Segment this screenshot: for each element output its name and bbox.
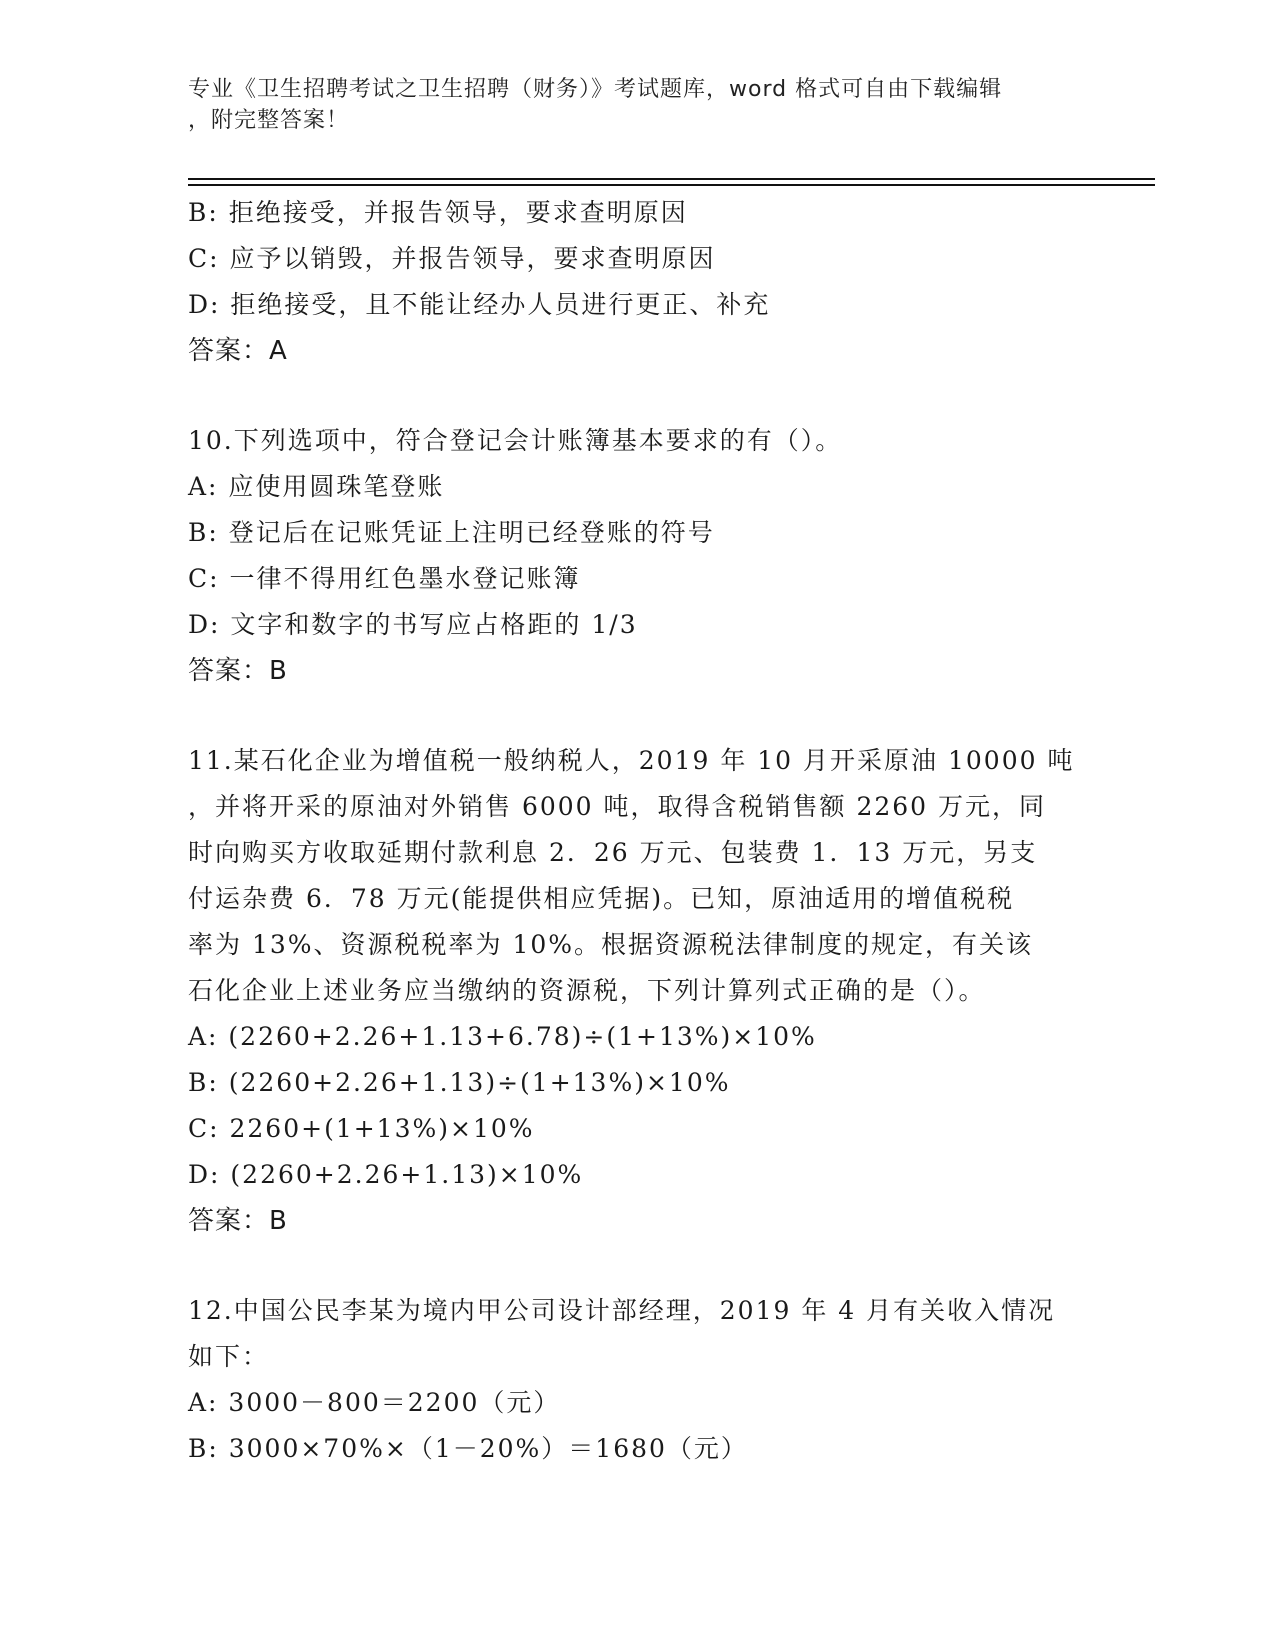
question-12 [188,1288,1088,1472]
question-stem-line: 11.某石化企业为增值税一般纳税人，2019 年 10 月开采原油 10000 吨 [188,746,1075,775]
option-b: B: 拒绝接受，并报告领导，要求查明原因 [188,198,688,227]
question-stem-line: ，并将开采的原油对外销售 6000 吨，取得含税销售额 2260 万元，同 [188,792,1047,821]
answer: 答案：B [188,1206,288,1236]
answer: 答案：B [188,656,288,686]
option-a: A: 3000－800＝2200（元） [188,1388,561,1417]
question-stem-line: 12.中国公民李某为境内甲公司设计部经理，2019 年 4 月有关收入情况 [188,1296,1056,1325]
question-9 [188,190,1088,374]
question-stem-line: 石化企业上述业务应当缴纳的资源税，下列计算列式正确的是（）。 [188,976,986,1005]
question-11 [188,738,1088,1244]
spacer [188,694,1088,738]
option-d: D: 拒绝接受，且不能让经办人员进行更正、补充 [188,290,771,319]
question-stem: 10.下列选项中，符合登记会计账簿基本要求的有（）。 [188,426,843,455]
question-stem-line: 如下： [188,1342,270,1371]
option-a: A: (2260+2.26+1.13+6.78)÷(1+13%)×10% [188,1022,817,1051]
option-c: C: 应予以销毁，并报告领导，要求查明原因 [188,244,716,273]
question-stem-line: 率为 13%、资源税税率为 10%。根据资源税法律制度的规定，有关该 [188,930,1034,959]
document-header [188,74,1068,136]
answer: 答案：A [188,336,288,366]
question-10 [188,418,1088,694]
document-body [188,190,1088,1472]
option-d: D: 文字和数字的书写应占格距的 1/3 [188,610,638,639]
header-divider-bottom [188,184,1155,186]
option-b: B: 登记后在记账凭证上注明已经登账的符号 [188,518,715,547]
spacer [188,1244,1088,1288]
header-line-1: 专业《卫生招聘考试之卫生招聘（财务）》考试题库，word 格式可自由下载编辑 [188,77,1003,102]
header-line-2: ，附完整答案！ [188,108,350,133]
header-divider-top [188,178,1155,180]
option-b: B: 3000×70%×（1－20%）＝1680（元） [188,1434,748,1463]
option-c: C: 一律不得用红色墨水登记账簿 [188,564,581,593]
question-stem-line: 时向购买方收取延期付款利息 2．26 万元、包装费 1．13 万元，另支 [188,838,1038,867]
question-stem-line: 付运杂费 6．78 万元(能提供相应凭据)。已知，原油适用的增值税税 [188,884,1015,913]
option-a: A: 应使用圆珠笔登账 [188,472,445,501]
option-c: C: 2260+(1+13%)×10% [188,1114,535,1143]
spacer [188,374,1088,418]
option-b: B: (2260+2.26+1.13)÷(1+13%)×10% [188,1068,731,1097]
option-d: D: (2260+2.26+1.13)×10% [188,1160,584,1189]
